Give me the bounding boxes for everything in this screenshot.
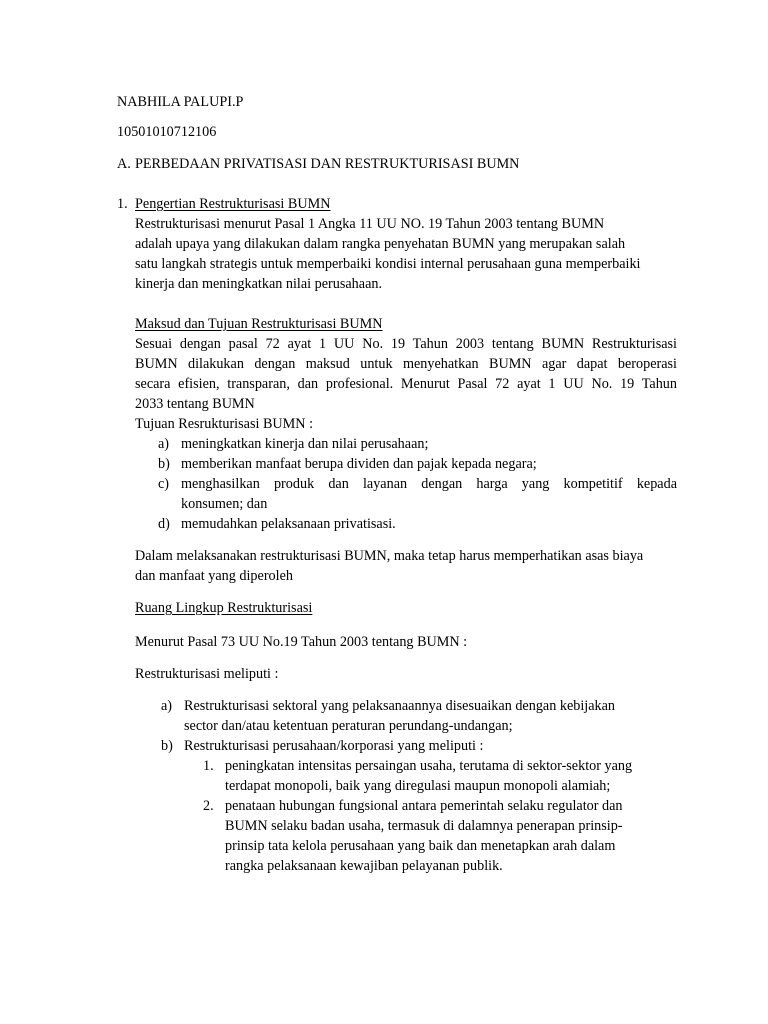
ruang-item-a-cont: sector dan/atau ketentuan peraturan perundang-undangan; — [184, 718, 513, 734]
closing-line: Dalam melaksanakan restrukturisasi BUMN, maka tetap harus memperhatikan asas biaya — [135, 548, 644, 564]
item-1-line: Restrukturisasi menurut Pasal 1 Angka 11 UU NO. 19 Tahun 2003 tentang BUMN — [135, 216, 605, 232]
tujuan-marker: d) — [158, 516, 170, 532]
tujuan-item-cont: konsumen; dan — [181, 496, 268, 512]
ruang-heading-text: Ruang Lingkup Restrukturisasi — [135, 600, 313, 616]
tujuan-item: menghasilkan produk dan layanan dengan harga yang kompetitif kepada — [181, 476, 677, 492]
maksud-heading — [135, 314, 383, 334]
ruang-meliputi: Restrukturisasi meliputi : — [135, 666, 279, 682]
section-a-title: PERBEDAAN PRIVATISASI DAN RESTRUKTURISASI BUMN — [135, 156, 520, 172]
ruang-marker: a) — [161, 698, 173, 714]
maksud-line: BUMN dilakukan dengan maksud untuk menyehatkan BUMN agar dapat beroperasi — [135, 356, 677, 372]
tujuan-item: memudahkan pelaksanaan privatisasi. — [181, 516, 396, 532]
author-name: NABHILA PALUPI.P — [117, 94, 244, 110]
maksud-line: secara efisien, transparan, dan profesional. Menurut Pasal 72 ayat 1 UU No. 19 Tahun — [135, 376, 677, 392]
tujuan-marker: b) — [158, 456, 170, 472]
item-1-marker: 1. — [117, 196, 128, 212]
item-1-line: kinerja dan meningkatkan nilai perusahaan. — [135, 276, 383, 292]
maksud-line: Sesuai dengan pasal 72 ayat 1 UU No. 19 Tahun 2003 tentang BUMN Restrukturisasi — [135, 336, 677, 352]
sub-item-marker: 2. — [203, 798, 214, 814]
ruang-marker: b) — [161, 738, 173, 754]
maksud-heading-text: Maksud dan Tujuan Restrukturisasi BUMN — [135, 316, 383, 332]
ruang-item-b: Restrukturisasi perusahaan/korporasi yang meliputi : — [184, 738, 484, 754]
tujuan-marker: a) — [158, 436, 170, 452]
sub-item-marker: 1. — [203, 758, 214, 774]
item-1-heading-text: Pengertian Restrukturisasi BUMN — [135, 196, 331, 212]
sub-item-line: terdapat monopoli, baik yang diregulasi maupun monopoli alamiah; — [225, 778, 611, 794]
ruang-item-a: Restrukturisasi sektoral yang pelaksanaannya disesuaikan dengan kebijakan — [184, 698, 616, 714]
maksud-line: 2033 tentang BUMN — [135, 396, 255, 412]
tujuan-item: memberikan manfaat berupa dividen dan pajak kepada negara; — [181, 456, 537, 472]
sub-item-line: prinsip tata kelola perusahaan yang baik dan menetapkan arah dalam — [225, 838, 616, 854]
tujuan-item: meningkatkan kinerja dan nilai perusahaan; — [181, 436, 429, 452]
ruang-heading — [135, 598, 312, 618]
sub-item-line: penataan hubungan fungsional antara pemerintah selaku regulator dan — [225, 798, 623, 814]
tujuan-label: Tujuan Resrukturisasi BUMN : — [135, 416, 314, 432]
item-1-line: adalah upaya yang dilakukan dalam rangka penyehatan BUMN yang merupakan salah — [135, 236, 626, 252]
item-1-heading — [135, 194, 330, 214]
sub-item-line: BUMN selaku badan usaha, termasuk di dalamnya penerapan prinsip- — [225, 818, 623, 834]
item-1-line: satu langkah strategis untuk memperbaiki kondisi internal perusahaan guna memperbaiki — [135, 256, 641, 272]
closing-line: dan manfaat yang diperoleh — [135, 568, 293, 584]
student-id: 10501010712106 — [117, 124, 217, 140]
tujuan-marker: c) — [158, 476, 170, 492]
sub-item-line: rangka pelaksanaan kewajiban pelayanan publik. — [225, 858, 503, 874]
sub-item-line: peningkatan intensitas persaingan usaha, terutama di sektor-sektor yang — [225, 758, 633, 774]
ruang-intro: Menurut Pasal 73 UU No.19 Tahun 2003 tentang BUMN : — [135, 634, 468, 650]
section-a-marker: A. — [117, 156, 131, 172]
